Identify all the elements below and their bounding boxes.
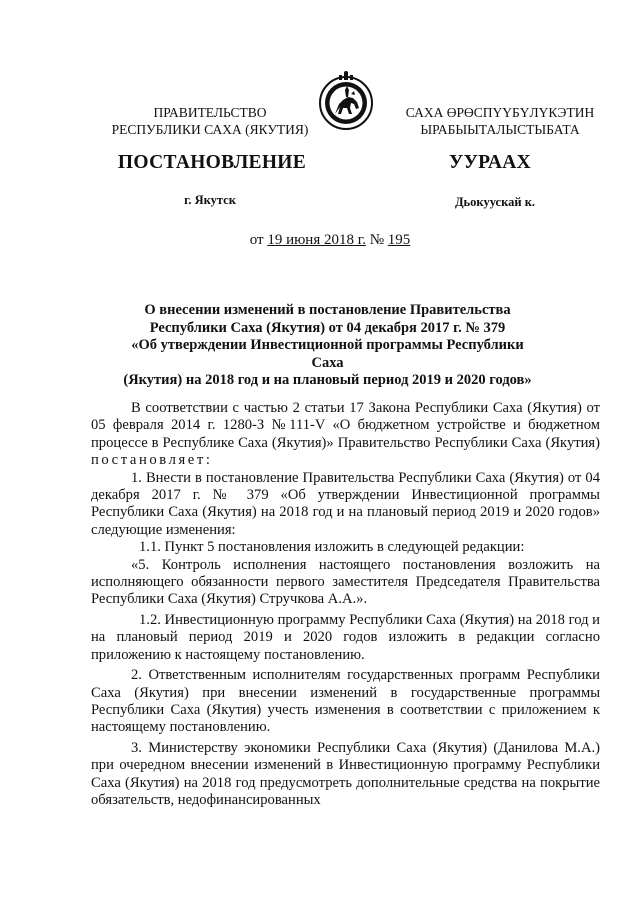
government-header-yakut [390,104,610,138]
resolves-word: постановляет: [91,452,213,469]
paragraph-1-2: 1.2. Инвестиционную программу Республики Саха (Якутия) на 2018 год и на плановый период 2019 и 2020 годов изложить в редакции согласно приложению к настоящему постановлению. [91,611,600,663]
paragraph-2: 2. Ответственным исполнителям государственных программ Республики Саха (Якутия) при внесении изменений в государственные программы Республики Саха (Якутия) учесть изменения в соответствии с приложением к настоящему постановлению. [91,667,600,736]
government-header-russian [95,104,325,138]
document-body [91,400,600,809]
doc-title-line3: «Об утверждении Инвестиционной программы Республики Саха [131,337,524,371]
title-uuraah: УУРААХ [448,152,532,173]
paragraph-1-1: 1.1. Пункт 5 постановления изложить в следующей редакции: [139,539,525,556]
header-right-line2: ЫРАБЫЫТАЛЫСТЫБАТА [420,122,580,137]
document-number: 195 [387,232,411,248]
title-postanovlenie: ПОСТАНОВЛЕНИЕ [117,152,307,173]
paragraph-1-1-quote: «5. Контроль исполнения настоящего постановления возложить на исполняющего обязанности первого заместителя Председателя Правительства Республики Саха (Якутия) Стручкова А.А.». [91,556,600,608]
doc-title-line4: (Якутия) на 2018 год и на плановый период 2019 и 2020 годов» [123,372,532,388]
city-yakutsk: г. Якутск [184,193,236,207]
paragraph-1: 1. Внести в постановление Правительства Республики Саха (Якутия) от 04 декабря 2017 г. № 379 «Об утверждении Инвестиционной программы Республики Саха (Якутия) на 2018 год и на плановый период 2019 и 2020 годов» следующие изменения: [91,469,600,538]
number-sign: № [369,232,385,248]
document-title [115,302,540,390]
header-left-line1: ПРАВИТЕЛЬСТВО [153,105,267,120]
date-number-line [200,232,460,249]
republic-emblem-icon [315,70,377,132]
header-right-line1: САХА ӨРӨСПYYБYЛYКЭТИН [405,105,595,120]
document-date: 19 июня 2018 г. [267,232,366,248]
paragraph-3: 3. Министерству экономики Республики Саха (Якутия) (Данилова М.А.) при очередном внесении изменений в Инвестиционную программу Республики Саха (Якутия) на 2018 год предусмотреть дополнительные средства на покрытие обязательств, недофинансированных [91,739,600,808]
intro-paragraph [91,400,600,470]
doc-title-line1: О внесении изменений в постановление Правительства [144,302,511,318]
intro-text: В соответствии с частью 2 статьи 17 Закона Республики Саха (Якутия) от 05 февраля 2014 г. 1280-З №111-V «О бюджетном устройстве и бюджетном процессе в Республике Саха (Якутия)» Правительство Республики Саха (Якутия) [91,400,600,451]
city-dyokuuskay: Дьокуускай к. [454,195,536,209]
date-prefix: от [249,232,264,248]
header-left-line2: РЕСПУБЛИКИ САХА (ЯКУТИЯ) [111,122,309,137]
doc-title-line2: Республики Саха (Якутия) от 04 декабря 2017 г. № 379 [149,319,506,336]
